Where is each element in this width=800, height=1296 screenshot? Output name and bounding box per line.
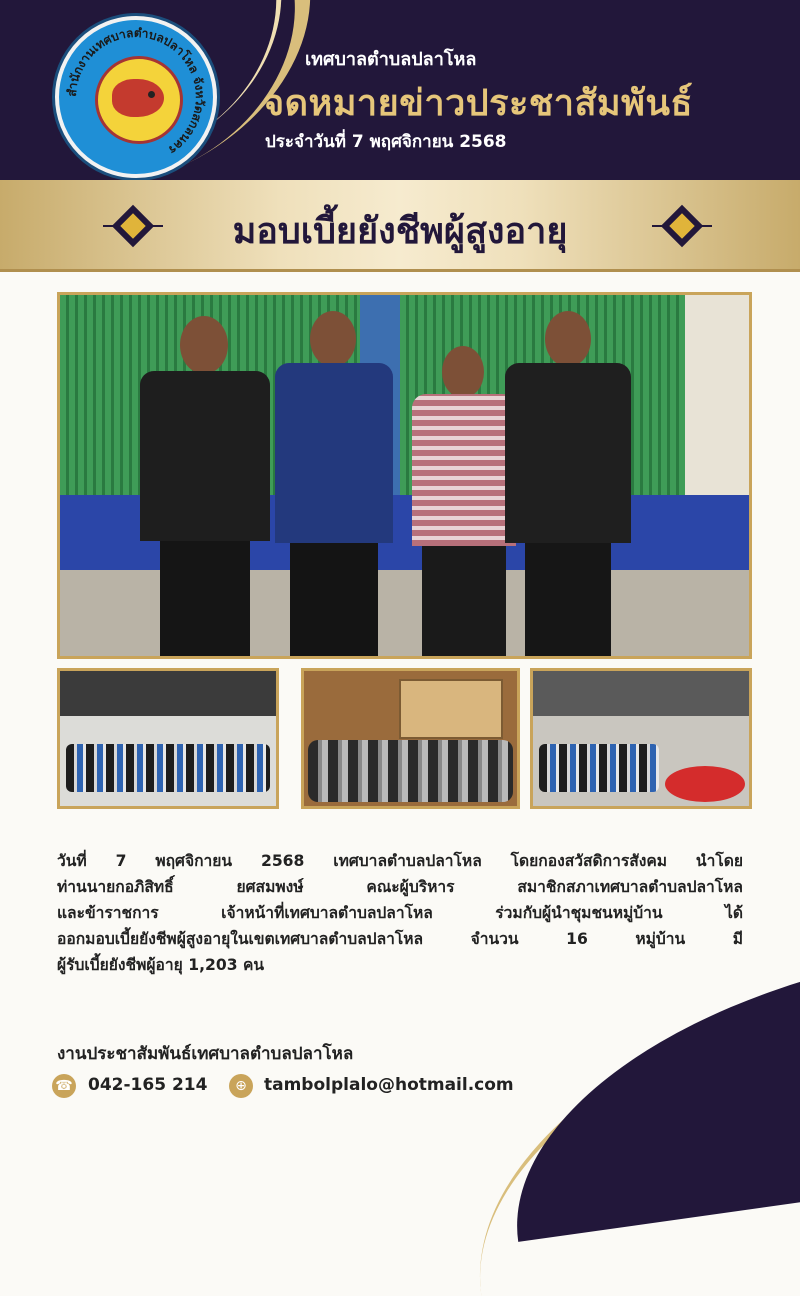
logo-emblem (95, 56, 183, 144)
article-line: ผู้รับเบี้ยยังชีพผู้อายุ 1,203 คน (57, 956, 265, 974)
photo-board (399, 679, 503, 739)
email-address[interactable]: tambolplalo@hotmail.com (264, 1075, 514, 1095)
photo-roof (533, 671, 749, 716)
headline: มอบเบี้ยยังชีพผู้สูงอายุ (232, 211, 568, 252)
article-line: วันที่ 7 พฤศจิกายน 2568 เทศบาลตำบลปลาโหล โดยกองสวัสดิการสังคม นำโดย (57, 852, 743, 870)
article-line: ออกมอบเบี้ยยังชีพผู้สูงอายุในเขตเทศบาลตำบลปลาโหล จำนวน 16 หมู่บ้าน มี (57, 930, 743, 948)
headline-banner (0, 180, 800, 272)
header (0, 0, 800, 180)
photo-seated-crowd (308, 740, 513, 802)
svg-text:สำนักงานเทศบาลตำบลปลาโหล จังหว: สำนักงานเทศบาลตำบลปลาโหล จังหวัดสกลนคร (64, 25, 208, 158)
main-photo (57, 292, 752, 659)
phone-number[interactable]: 042-165 214 (88, 1075, 208, 1095)
phone-icon: ☎ (52, 1074, 76, 1098)
person-4 (500, 311, 635, 656)
person-1 (135, 316, 275, 656)
issue-date: ประจำวันที่ 7 พฤศจิกายน 2568 (265, 132, 507, 152)
fish-icon (112, 79, 164, 117)
thumbnail-photo-2 (301, 668, 520, 809)
photo-red-table (665, 766, 745, 802)
footer-swoosh (400, 931, 800, 1191)
photo-crowd (66, 744, 270, 792)
thumbnail-photo-3 (530, 668, 752, 809)
article-line: ท่านนายกอภิสิทธิ์ ยศสมพงษ์ คณะผู้บริหาร สมาชิกสภาเทศบาลตำบลปลาโหล (57, 878, 743, 896)
newsletter-title: จดหมายข่าวประชาสัมพันธ์ (263, 83, 693, 124)
footer-organization: งานประชาสัมพันธ์เทศบาลตำบลปลาโหล (57, 1044, 354, 1064)
thumbnail-photo-1 (57, 668, 279, 809)
diamond-ornament-right (652, 203, 712, 249)
person-2 (275, 311, 395, 656)
photo-wall (685, 295, 749, 495)
organization-name: เทศบาลตำบลปลาโหล (305, 49, 477, 70)
article-line: และข้าราชการ เจ้าหน้าที่เทศบาลตำบลปลาโหล ร่วมกับผู้นำชุมชนหมู่บ้าน ได้ (57, 904, 743, 922)
globe-icon: ⊕ (229, 1074, 253, 1098)
photo-roof (60, 671, 276, 716)
municipality-logo (55, 16, 217, 178)
photo-crowd (539, 744, 659, 792)
